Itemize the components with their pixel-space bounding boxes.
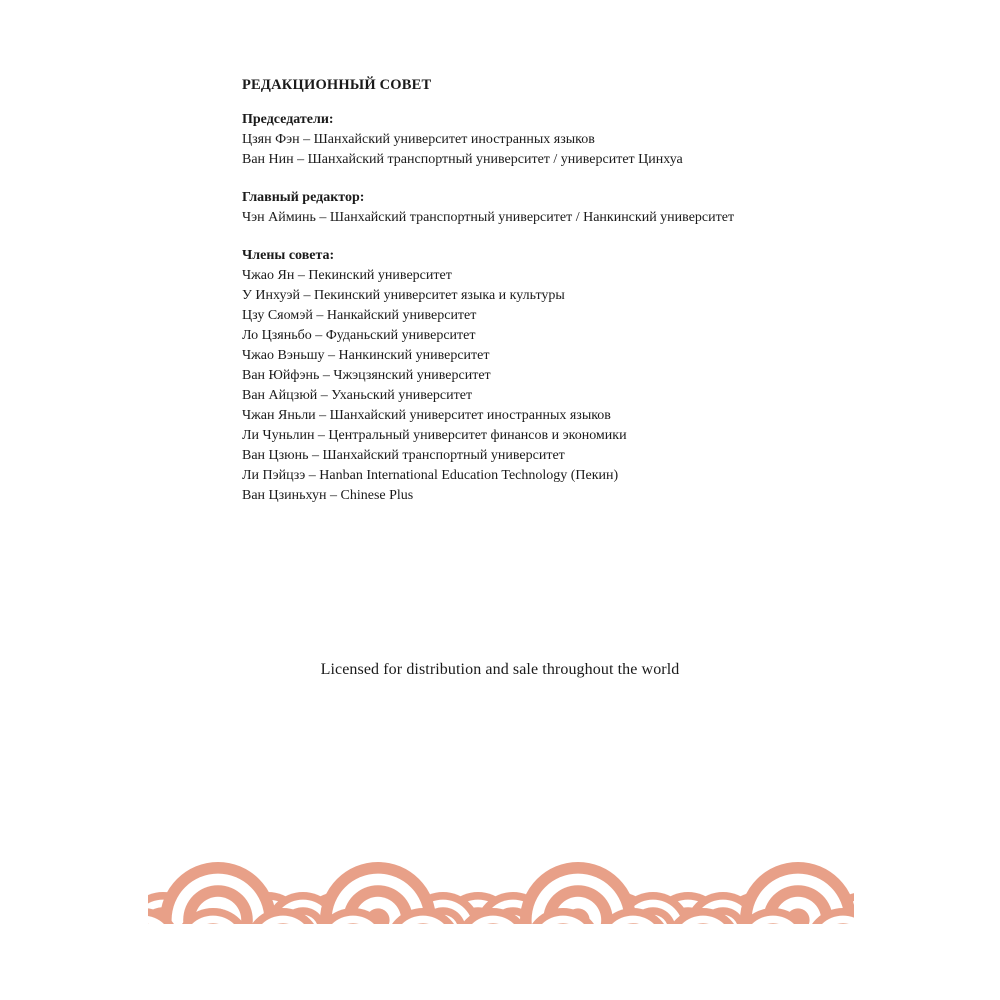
seigaiha-wave-icon: [148, 862, 854, 924]
section-chairs: [242, 110, 862, 170]
wave-pattern: [148, 862, 854, 924]
list-item: Цзу Сяомэй – Нанкайский университет: [242, 308, 477, 323]
editorial-board: [242, 76, 862, 524]
list-item: Чжао Ян – Пекинский университет: [242, 268, 452, 283]
list-item: Ван Нин – Шанхайский транспортный университет / университет Цинхуа: [242, 152, 683, 167]
list-item: Цзян Фэн – Шанхайский университет иностранных языков: [242, 132, 595, 147]
list-item: Ван Юйфэнь – Чжэцзянский университет: [242, 368, 491, 383]
section-editor-in-chief: [242, 188, 862, 228]
list-item: Ван Цзюнь – Шанхайский транспортный университет: [242, 448, 565, 463]
section-heading: Члены совета:: [242, 248, 335, 263]
section-heading: Председатели:: [242, 112, 334, 127]
list-item: У Инхуэй – Пекинский университет языка и культуры: [242, 288, 565, 303]
list-item: Ло Цзяньбо – Фуданьский университет: [242, 328, 476, 343]
section-heading: Главный редактор:: [242, 190, 365, 205]
list-item: Ли Пэйцзэ – Hanban International Education Technology (Пекин): [242, 468, 619, 483]
list-item: Чжан Яньли – Шанхайский университет иностранных языков: [242, 408, 611, 423]
list-item: Ли Чуньлин – Центральный университет финансов и экономики: [242, 428, 627, 443]
list-item: Ван Цзиньхун – Chinese Plus: [242, 488, 414, 503]
list-item: Чэн Айминь – Шанхайский транспортный университет / Нанкинский университет: [242, 210, 735, 225]
list-item: Ван Айцзюй – Уханьский университет: [242, 388, 473, 403]
board-title: РЕДАКЦИОННЫЙ СОВЕТ: [242, 77, 432, 93]
list-item: Чжао Вэньшу – Нанкинский университет: [242, 348, 490, 363]
license-note: Licensed for distribution and sale throughout the world: [320, 661, 680, 678]
section-members: [242, 246, 862, 506]
